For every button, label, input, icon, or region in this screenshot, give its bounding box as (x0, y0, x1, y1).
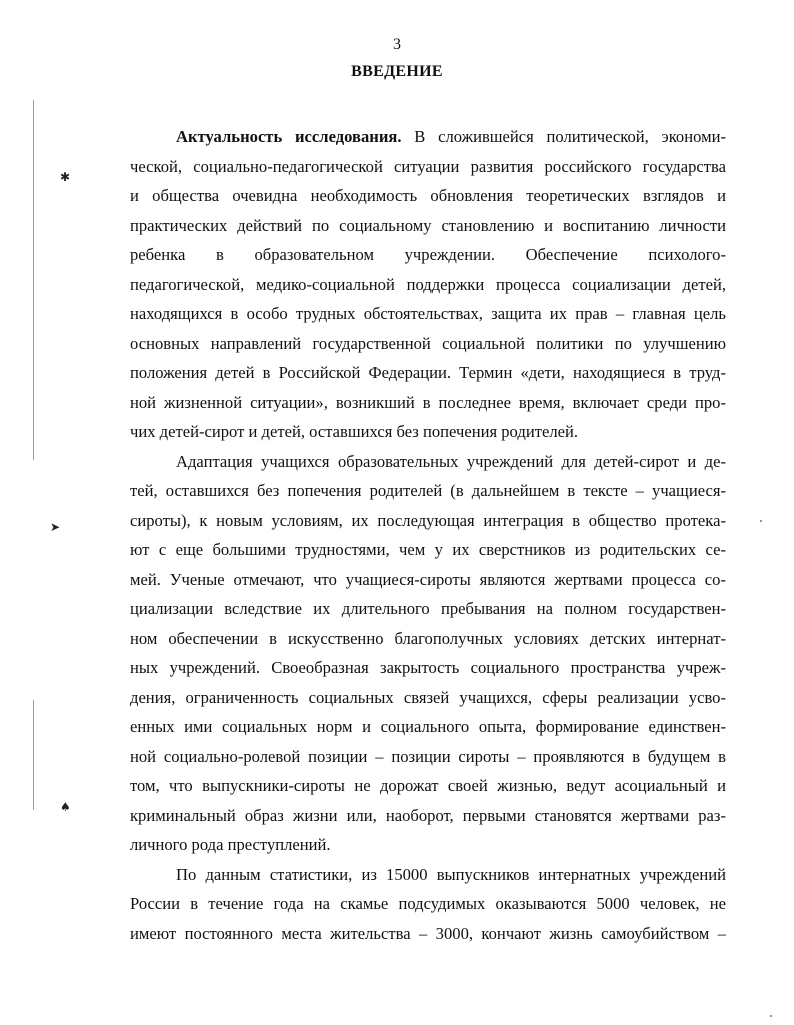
text-line: ной жизненной ситуации», возникший в последнее время, включает среди про- (130, 392, 726, 412)
text-line: ных учреждений. Своеобразная закрытость социального пространства учреж- (130, 658, 726, 677)
body-text (130, 122, 726, 948)
text-line: мей. Ученые отмечают, что учащиеся-сироты являются жертвами процесса со- (130, 569, 726, 589)
scan-margin-line (33, 100, 34, 460)
text-line: дения, ограниченность социальных связей учащихся, сферы реализации усво- (130, 687, 726, 707)
text-line: чих детей-сирот и детей, оставшихся без попечения родителей. (130, 422, 578, 441)
text-line: сироты), к новым условиям, их последующая интеграция в общество протека- (130, 510, 726, 530)
text-line: криминальный образ жизни или, наоборот, первыми становятся жертвами раз- (130, 805, 726, 825)
scan-mark: ♠ (60, 800, 71, 814)
section-heading: ВВЕДЕНИЕ (351, 63, 443, 80)
text-run: В сложившейся политической, экономи- (401, 127, 726, 146)
text-line: ребенка в образовательном учреждении. Обеспечение психолого- (130, 245, 726, 264)
text-line: Адаптация учащихся образовательных учреждений для детей-сирот и де- (176, 451, 726, 471)
text-line: По данным статистики, из 15000 выпускников интернатных учреждений (176, 864, 726, 884)
text-line: ной социально-ролевой позиции – позиции сироты – проявляются в будущем в (130, 746, 726, 766)
scan-mark: ➤ (50, 520, 61, 534)
text-line: ном обеспечении в искусственно благополучных условиях детских интернат- (130, 628, 726, 648)
scan-mark: ✱ (60, 170, 71, 184)
scan-speck (770, 1015, 772, 1017)
text-line: тей, оставшихся без попечения родителей (в дальнейшем в тексте – учащиеся- (130, 481, 726, 500)
scan-speck (760, 520, 762, 522)
text-line: педагогической, медико-социальной поддержки процесса социализации детей, (130, 274, 726, 294)
text-line: циализации вследствие их длительного пребывания на полном государствен- (130, 599, 726, 618)
text-line: практических действий по социальному становлению и воспитанию личности (130, 215, 726, 235)
bold-lead-in: Актуальность исследования. (176, 127, 402, 146)
text-line: ют с еще большими трудностями, чем у их сверстников из родительских се- (130, 540, 726, 559)
text-line: России в течение года на скамье подсудимых оказываются 5000 человек, не (130, 894, 726, 913)
text-line: том, что выпускники-сироты не дорожат своей жизнью, ведут асоциальный и (130, 776, 726, 795)
text-line: имеют постоянного места жительства – 3000, кончают жизнь самоубийством – (130, 923, 726, 943)
text-line: положения детей в Российской Федерации. Термин «дети, находящиеся в труд- (130, 363, 726, 382)
text-line: основных направлений государственной социальной политики по улучшению (130, 333, 726, 353)
text-line: ческой, социально-педагогической ситуации развития российского государства (130, 156, 726, 176)
page-number: 3 (393, 36, 401, 53)
text-line (130, 122, 726, 152)
text-line: и общества очевидна необходимость обновления теоретических взглядов и (130, 186, 726, 205)
text-line: находящихся в особо трудных обстоятельствах, защита их прав – главная цель (130, 304, 726, 323)
scan-margin-line (33, 700, 34, 810)
text-line: личного рода преступлений. (130, 835, 331, 854)
text-line: енных ими социальных норм и социального опыта, формирование единствен- (130, 717, 726, 736)
